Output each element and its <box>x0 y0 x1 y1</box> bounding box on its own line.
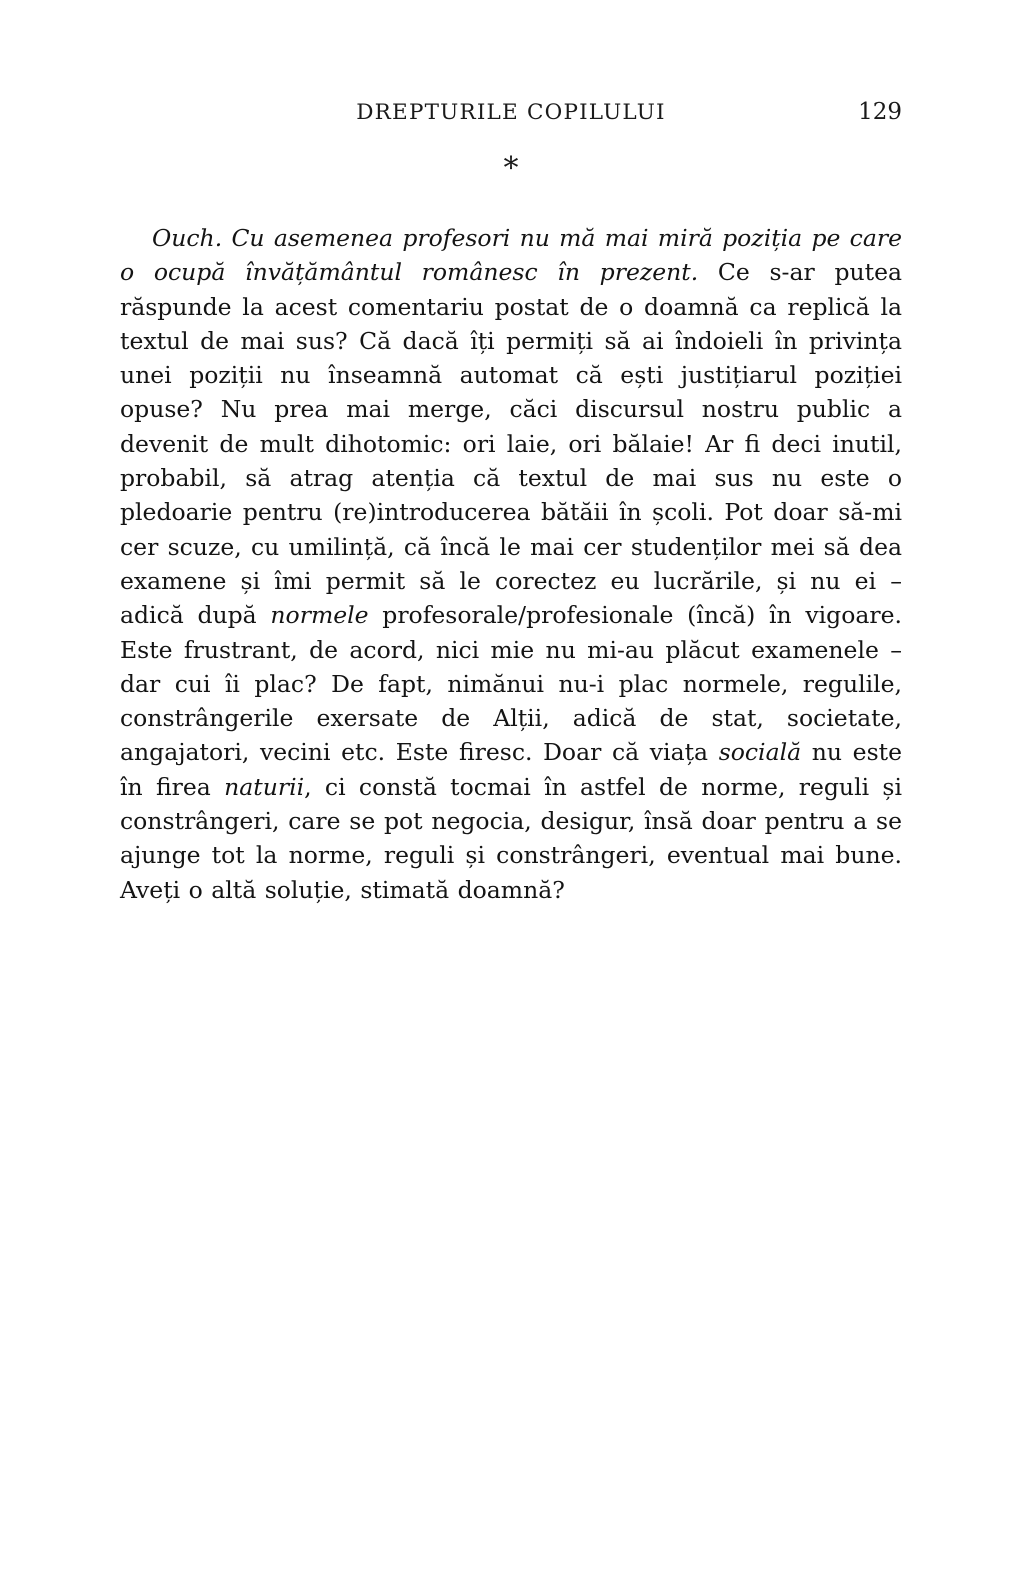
paragraph-segment-italic: socială <box>718 738 802 767</box>
section-separator-asterisk: * <box>503 151 519 186</box>
paragraph-segment: profesorale/profesionale (încă) în vigoare. Este frustrant, de acord, nici mie nu mi-au plăcut examenele – dar cui îi plac? De fapt, nimănui nu-i plac normele, regulile, constrângerile exersate de Alții, adică de stat, societate, angajatori, vecini etc. Este firesc. Doar că viața <box>120 601 902 767</box>
running-head <box>120 99 902 127</box>
paragraph-segment: Ce s-ar putea răspunde la acest comentariu postat de o doamnă ca replică la textul de mai sus? Că dacă îți permiți să ai îndoieli în privința unei poziții nu înseamnă automat că ești justițiarul poziției opuse? Nu prea mai merge, căci discursul nostru public a devenit de mult dihotomic: ori laie, ori bălaie! Ar fi deci inutil, probabil, să atrag atenția că textul de mai sus nu este o pledoarie pentru (re)introducerea bătăii în școli. Pot doar să-mi cer scuze, cu umilință, că încă le mai cer studenților mei să dea examene și îmi permit să le corectez eu lucrările, și nu ei – adică după <box>120 258 902 630</box>
page-number: 129 <box>858 99 902 125</box>
paragraph-segment-italic: naturii <box>224 772 305 801</box>
paragraph-segment-italic: normele <box>270 601 369 630</box>
paragraph-segment: nu este în firea <box>120 738 902 801</box>
paragraph-segment-italic: Ouch. Cu asemenea profesori nu mă mai miră poziția pe care o ocupă învățământul românesc în prezent. <box>120 224 902 287</box>
chapter-title: DREPTURILE COPILULUI <box>356 100 666 125</box>
paragraph-segment: , ci constă tocmai în astfel de norme, reguli și constrângeri, care se pot negocia, desigur, însă doar pentru a se ajunge tot la norme, reguli și constrângeri, eventual mai bune. Aveți o altă soluție, stimată doamnă? <box>120 772 902 904</box>
body-paragraph <box>120 221 902 907</box>
